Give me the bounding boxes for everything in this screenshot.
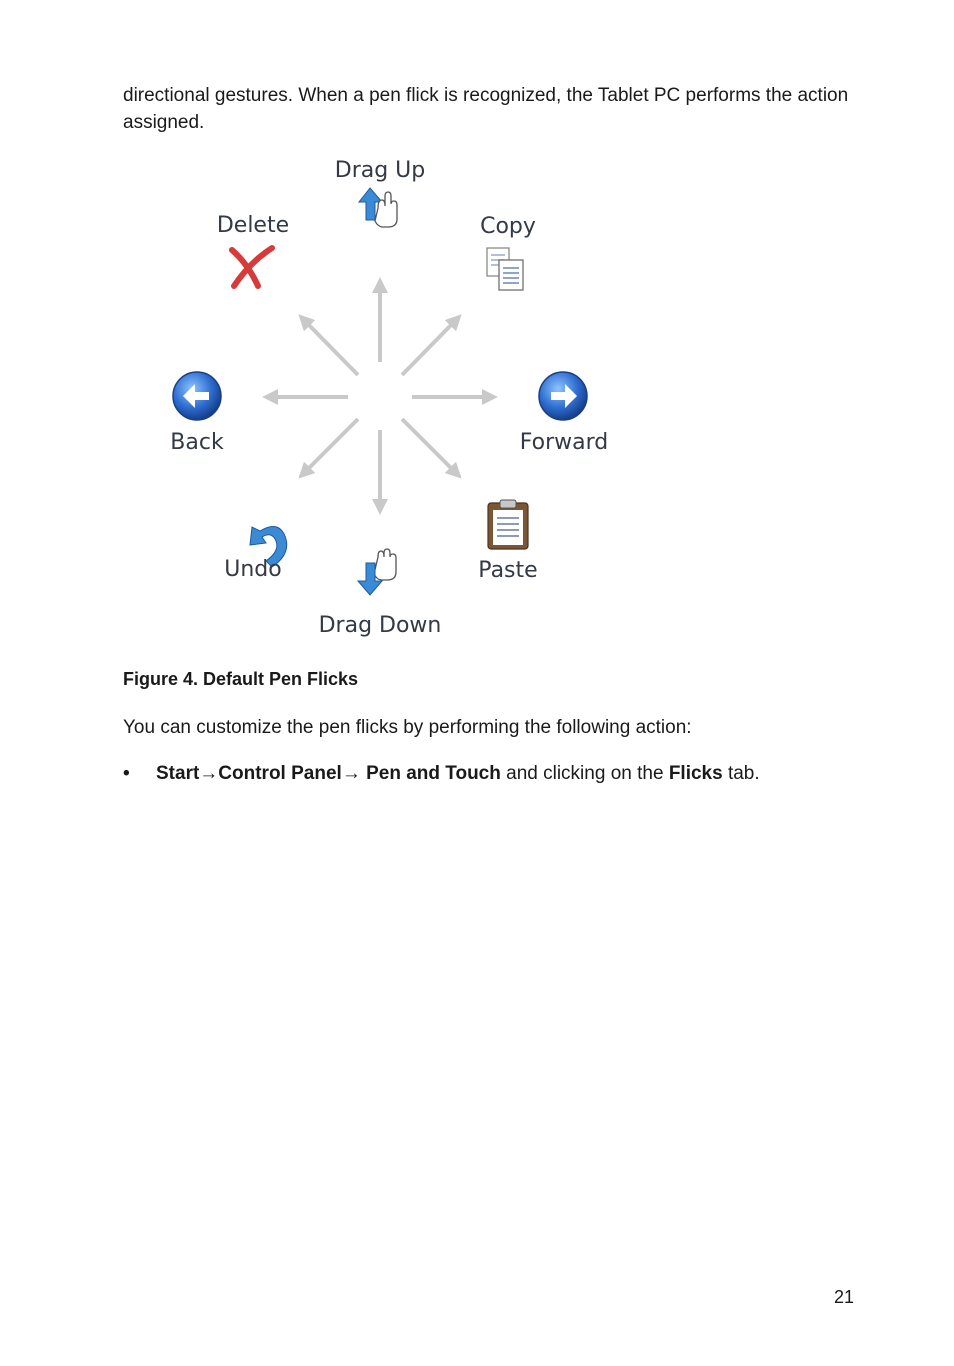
label-copy: Copy [480, 214, 536, 239]
label-paste: Paste [478, 558, 538, 583]
label-drag-down: Drag Down [318, 613, 442, 638]
delete-x-icon [232, 248, 272, 286]
arrow-up-left [304, 320, 358, 375]
flicks-tab-name: Flicks [668, 763, 723, 784]
bullet-end-text: tab. [722, 763, 760, 784]
pen-flicks-figure [150, 150, 630, 650]
arrow-down-left [304, 419, 358, 473]
drag-up-hand-icon [359, 188, 397, 227]
label-back: Back [170, 430, 224, 455]
back-arrow-icon [173, 372, 221, 420]
intro-paragraph: directional gestures. When a pen flick is recognized, the Tablet PC performs the action assigned. [123, 85, 849, 133]
paste-clipboard-icon [488, 500, 528, 549]
forward-arrow-icon [539, 372, 587, 420]
figure-caption: Figure 4. Default Pen Flicks [123, 669, 359, 689]
copy-icon [487, 248, 523, 290]
customize-paragraph: You can customize the pen flicks by performing the following action: [123, 717, 692, 738]
label-delete: Delete [216, 213, 290, 238]
page-number: 21 [833, 1287, 854, 1307]
arrow-down-right [402, 419, 456, 473]
drag-down-hand-icon [358, 549, 396, 595]
arrow-separator-1: → [199, 763, 219, 784]
bullet-symbol: • [123, 763, 130, 784]
label-undo: Undo [224, 557, 282, 582]
bullet-text [156, 760, 760, 787]
control-panel-link: Control Panel [218, 763, 342, 784]
bullet-middle-text: and clicking on the [500, 763, 669, 784]
pen-and-touch-link: Pen and Touch [366, 763, 501, 784]
start-link: Start [156, 763, 200, 784]
arrow-separator-2: → [341, 763, 367, 784]
label-forward: Forward [519, 430, 609, 455]
arrow-up-right [402, 320, 456, 375]
label-drag-up: Drag Up [334, 158, 426, 183]
direction-arrows [270, 285, 490, 507]
